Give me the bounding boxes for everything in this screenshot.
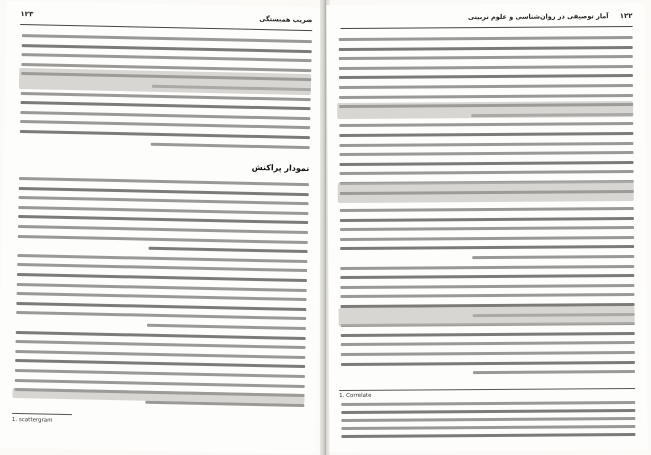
- text-line: [20, 130, 310, 139]
- right-header-title: آمار توصیفی در روان‌شناسی و علوم تربیتی: [467, 12, 609, 22]
- text-line: [17, 254, 307, 263]
- text-line: [16, 340, 306, 349]
- right-highlight-1: [337, 101, 633, 119]
- text-line: [19, 196, 309, 205]
- text-line: [472, 255, 634, 259]
- text-line: [340, 207, 634, 212]
- left-footnote-rule: [12, 413, 72, 415]
- text-line: [15, 379, 305, 388]
- text-line: [22, 53, 312, 62]
- right-page-number: ۱۲۲: [619, 11, 633, 21]
- text-line: [340, 170, 634, 175]
- right-paragraph-body: [326, 3, 644, 5]
- text-line: [341, 361, 635, 366]
- text-line: [16, 311, 306, 320]
- text-line: [341, 409, 635, 414]
- text-line: [17, 263, 307, 272]
- text-line: [340, 236, 634, 241]
- left-page-number: ۱۲۳: [20, 10, 34, 19]
- text-line: [340, 161, 634, 166]
- left-highlight-1: [19, 68, 311, 95]
- left-paragraph-body: [7, 1, 325, 8]
- text-line: [341, 341, 635, 346]
- text-line: [341, 332, 635, 337]
- text-line: [22, 34, 312, 43]
- text-line: [473, 370, 635, 374]
- text-line: [341, 417, 635, 422]
- text-line: [339, 94, 633, 99]
- right-paragraph-top: [326, 3, 644, 5]
- text-line: [18, 215, 308, 224]
- text-line: [341, 425, 635, 430]
- text-line: [15, 350, 305, 359]
- right-header-rule: [341, 26, 633, 29]
- text-line: [340, 217, 634, 222]
- text-line: [341, 351, 635, 356]
- text-line: [17, 283, 307, 292]
- text-line: [21, 101, 311, 110]
- text-line: [340, 284, 634, 289]
- text-line: [340, 265, 634, 270]
- text-line: [20, 111, 310, 120]
- text-line: [340, 274, 634, 279]
- text-line: [339, 151, 633, 156]
- text-line: [339, 36, 633, 41]
- left-paragraph-top: [7, 1, 325, 8]
- left-footnote: 1. scattergram: [11, 416, 53, 424]
- left-page: [0, 1, 325, 455]
- text-line: [339, 84, 633, 89]
- text-line: [16, 302, 306, 311]
- text-line: [339, 74, 633, 79]
- text-line: [150, 142, 310, 148]
- text-line: [341, 433, 635, 438]
- left-section-heading: نمودار پراکنش: [251, 162, 310, 174]
- text-line: [339, 65, 633, 70]
- text-line: [18, 235, 308, 244]
- text-line: [19, 187, 309, 196]
- text-line: [22, 44, 312, 53]
- text-line: [340, 245, 634, 250]
- text-line: [339, 132, 633, 137]
- text-line: [340, 293, 634, 298]
- text-line: [19, 177, 309, 186]
- right-footnote-rule: [339, 388, 635, 391]
- text-line: [16, 331, 306, 340]
- text-line: [341, 401, 635, 406]
- text-line: [339, 142, 633, 147]
- text-line: [148, 247, 308, 253]
- right-highlight-2: [338, 181, 634, 203]
- right-footnote: 1. Correlate: [339, 392, 372, 400]
- left-header-title: ضریب همبستگی: [259, 15, 313, 25]
- text-line: [340, 226, 634, 231]
- text-line: [17, 273, 307, 282]
- text-line: [20, 120, 310, 129]
- text-line: [339, 46, 633, 51]
- text-line: [18, 225, 308, 234]
- text-line: [146, 324, 306, 330]
- right-highlight-3: [339, 306, 635, 326]
- right-footnote-text: [326, 3, 644, 5]
- text-line: [15, 359, 305, 368]
- text-line: [18, 206, 308, 215]
- right-page-header: [341, 12, 633, 26]
- right-page: [326, 3, 647, 452]
- text-line: [17, 292, 307, 301]
- text-line: [15, 369, 305, 378]
- text-line: [339, 122, 633, 127]
- text-line: [339, 55, 633, 60]
